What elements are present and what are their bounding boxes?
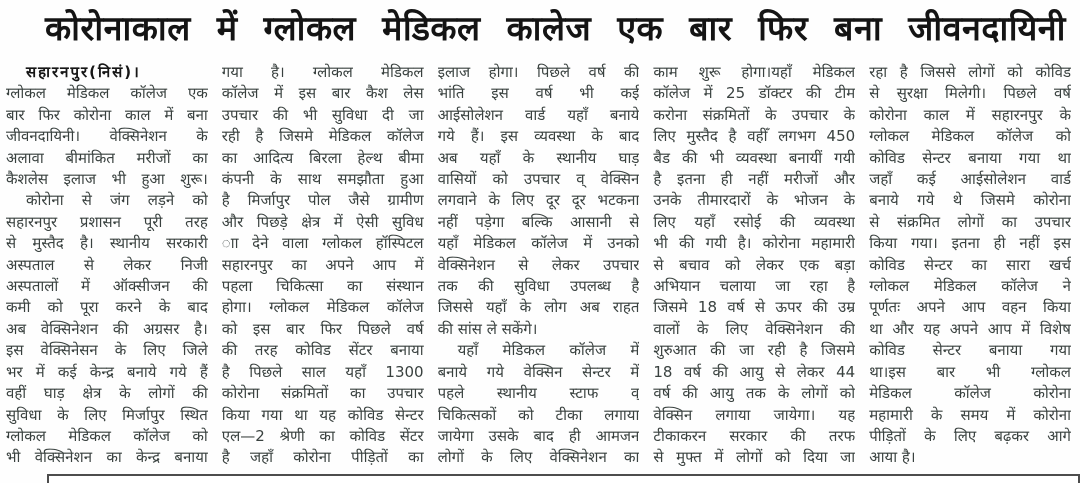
text-line: किया गया था यह कोविड सेन्टर xyxy=(221,405,424,424)
headline: कोरोनाकाल में ग्लोकल मेडिकल कालेज एक बार फिर बना जीवनदायिनी xyxy=(45,9,1066,49)
text-line: कैशलेस इलाज भी हुआ शुरू। xyxy=(6,170,208,189)
text-line: कॉलेज में इस बार कैश लेस xyxy=(221,84,424,103)
text-line: लोगों के लिए वेक्सिनेशन का xyxy=(437,448,640,467)
text-line: ग्लोकल मेडिकल कॉलेज को xyxy=(869,127,1071,146)
text-line: है मिर्जापुर पोल जैसे ग्रामीण xyxy=(221,191,424,210)
text-line: लिए मुस्तैद है वहीँ लगभग 450 xyxy=(653,127,856,146)
text-line: ग्लोकल मेडिकल कॉलेज एक xyxy=(6,84,208,103)
text-line: जहाँ कई आईसोलेशन वार्ड xyxy=(869,170,1071,189)
dateline: सहारनपुर(निसं)। xyxy=(26,63,141,81)
text-line: से मुफ्त में लोगों को दिया जा xyxy=(653,448,856,467)
text-line: वालों के लिए वेक्सिनेशन की xyxy=(653,319,856,338)
text-line: था।इस बार भी ग्लोकल xyxy=(869,362,1071,381)
text-line: उनके तीमारदारों के भोजन के xyxy=(653,191,856,210)
text-line: आईसोलेशन वार्ड यहाँ बनाये xyxy=(437,105,640,124)
text-line: कंपनी के साथ समझौता हुआ xyxy=(221,170,424,189)
text-line: बनाये गये वेक्सिन सेन्टर में xyxy=(437,362,640,381)
text-line: अलावा बीमांकित मरीजों का xyxy=(6,148,208,167)
text-line: गया है। ग्लोकल मेडिकल xyxy=(221,63,424,81)
text-line: अभियान चलाया जा रहा है xyxy=(653,277,856,296)
text-line: मेडिकल कॉलेज कोरोना xyxy=(869,384,1071,403)
text-line: है इतना ही नहीं मरीजों और xyxy=(653,170,856,189)
text-line: इस वेक्सिनेसन के लिए जिले xyxy=(6,341,208,360)
text-line: को इस बार फिर पिछले वर्ष xyxy=(221,319,424,338)
text-line: बनाये गये थे जिसमे कोरोना xyxy=(869,191,1071,210)
text-line: 18 वर्ष की आयु से लेकर 44 xyxy=(653,362,856,381)
text-line: करोना संक्रमितों के उपचार के xyxy=(653,105,856,124)
text-line: भी वेक्सिनेशन का केन्द्र बनाया xyxy=(6,448,208,467)
text-line: किया गया। इतना ही नहीं इस xyxy=(869,234,1071,253)
text-line: रही है जिसमे मेडिकल कॉलेज xyxy=(221,127,424,146)
text-line: से सुरक्षा मिलेगी। पिछले वर्ष xyxy=(869,84,1071,103)
text-line: से संक्रमित लोगों का उपचार xyxy=(869,212,1071,231)
text-line: वर्ष की आयु तक के लोगों को xyxy=(653,384,856,403)
text-line: वेक्सिन लगाया जायेगा। यह xyxy=(653,405,856,424)
text-line: ाा देने वाला ग्लोकल हॉस्पिटल xyxy=(221,234,424,253)
text-line: पीड़ितों के लिए बढ़कर आगे xyxy=(869,426,1071,445)
text-line: आया है। xyxy=(869,448,916,467)
text-line: कोविड सेन्टर बनाया गया xyxy=(869,341,1071,360)
text-line: वेक्सिनेशन से लेकर उपचार xyxy=(437,255,640,274)
text-line: वासियों को उपचार व् वेक्सिन xyxy=(437,170,640,189)
text-line: पहले स्थानीय स्टाफ व् xyxy=(437,384,640,403)
text-line: चिकित्सकों को टीका लगाया xyxy=(437,405,640,424)
text-line: अस्पताल से लेकर निजी xyxy=(6,255,208,274)
text-line: भर में कई केन्द्र बनाये गये हैं xyxy=(6,362,208,381)
text-line: यहाँ मेडिकल कॉलेज में उनको xyxy=(437,234,640,253)
article-column xyxy=(222,62,424,483)
text-line: रहा है जिससे लोगों को कोविड xyxy=(869,63,1071,81)
text-line: पहला चिकित्सा का संस्थान xyxy=(221,277,424,296)
text-line: ग्लोकल मेडिकल कॉलेज ने xyxy=(869,277,1071,296)
next-article-box xyxy=(47,474,1080,483)
text-line: जायेगा उसके बाद ही आमजन xyxy=(437,426,640,445)
text-line: जीवनदायिनी। वेक्सिनेशन के xyxy=(6,127,208,146)
text-line: कोरोना काल में सहारनपुर के xyxy=(869,105,1071,124)
text-line: बार फिर कोरोना काल में बना xyxy=(6,105,208,124)
text-line: कॉलेज में 25 डॉक्टर की टीम xyxy=(653,84,856,103)
text-line: उपचार की भी सुविधा दी जा xyxy=(221,105,424,124)
text-line: से मुस्तैद है। स्थानीय सरकारी xyxy=(6,234,208,253)
text-line: नहीं पड़ेगा बल्कि आसानी से xyxy=(437,212,640,231)
text-line: टीकाकरन सरकार की तरफ xyxy=(653,426,856,445)
text-line: अब यहाँ के स्थानीय घाड़ xyxy=(437,148,640,167)
article-column xyxy=(6,62,208,483)
text-line: तक की सुविधा उपलब्ध है xyxy=(437,277,640,296)
text-line: गये हैं। इस व्यवस्था के बाद xyxy=(437,127,640,146)
text-line: और पिछड़े क्षेत्र में ऐसी सुविध xyxy=(221,212,424,231)
text-line: से बचाव को लेकर एक बड़ा xyxy=(653,255,856,274)
text-line: ग्लोकल मेडिकल कॉलेज को xyxy=(6,426,208,445)
article-column xyxy=(869,62,1071,483)
text-line: जिसमे 18 वर्ष से ऊपर की उम्र xyxy=(653,298,856,317)
text-line: कोरोना से जंग लड़ने को xyxy=(26,191,208,210)
article-column xyxy=(653,62,855,483)
text-line: जिससे यहाँ के लोग अब राहत xyxy=(437,298,640,317)
article-body xyxy=(6,62,1071,483)
text-line: महामारी के समय में कोरोना xyxy=(869,405,1071,424)
text-line: बैड की भी व्यवस्था बनायीं गयी xyxy=(653,148,856,167)
text-line: का आदित्य बिरला हेल्थ बीमा xyxy=(221,148,424,167)
text-line: की सांस ले सकेंगे। xyxy=(437,319,538,338)
text-line: काम शुरू होगा।यहाँ मेडिकल xyxy=(653,63,856,81)
text-line: अब वेक्सिनेशन की अग्रसर है। xyxy=(6,319,208,338)
text-line: शुरुआत की जा रही है जिसमे xyxy=(653,341,856,360)
text-line: था और यह अपने आप में विशेष xyxy=(869,319,1071,338)
text-line: भी की गयी है। कोरोना महामारी xyxy=(653,234,856,253)
text-line: कोरोना संक्रमितों का उपचार xyxy=(221,384,424,403)
text-line: भांति इस वर्ष भी कई xyxy=(437,84,640,103)
text-line: सहारनपुर प्रशासन पूरी तरह xyxy=(6,212,208,231)
article-column xyxy=(438,62,640,483)
text-line: अस्पतालों में ऑक्सीजन की xyxy=(6,277,208,296)
text-line: की तरह कोविड सेंटर बनाया xyxy=(221,341,424,360)
text-line: एल—2 श्रेणी का कोविड सेंटर xyxy=(221,426,424,445)
text-line: लिए यहाँ रसोई की व्यवस्था xyxy=(653,212,856,231)
text-line: कमी को पूरा करने के बाद xyxy=(6,298,208,317)
text-line: इलाज होगा। पिछले वर्ष की xyxy=(437,63,640,81)
text-line: सुविधा के लिए मिर्जापुर स्थित xyxy=(6,405,208,424)
text-line: पूर्णतः अपने आप वहन किया xyxy=(869,298,1071,317)
text-line: सहारनपुर का अपने आप में xyxy=(221,255,424,274)
text-line: लगवाने के लिए दूर दूर भटकना xyxy=(437,191,640,210)
text-line: कोविड सेन्टर का सारा खर्च xyxy=(869,255,1071,274)
text-line: यहाँ मेडिकल कॉलेज में xyxy=(457,341,640,360)
text-line: वहीं घाड़ क्षेत्र के लोगों की xyxy=(6,384,208,403)
text-line: होगा। ग्लोकल मेडिकल कॉलेज xyxy=(221,298,424,317)
text-line: है जहाँ कोरोना पीड़ितों का xyxy=(221,448,424,467)
text-line: कोविड सेन्टर बनाया गया था xyxy=(869,148,1071,167)
text-line: है पिछले साल यहाँ 1300 xyxy=(221,362,424,381)
